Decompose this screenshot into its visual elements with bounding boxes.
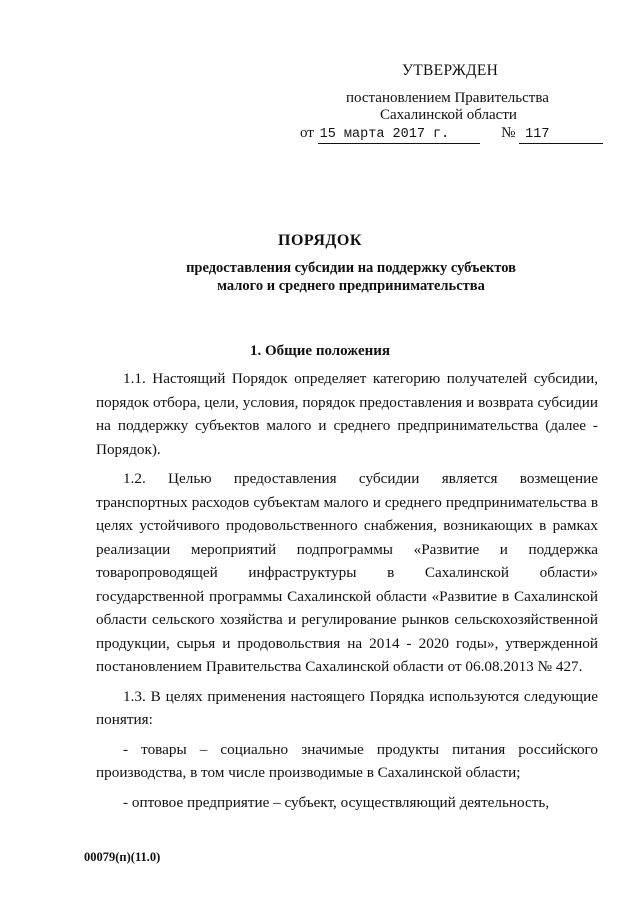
approved-by-line: постановлением Правительства: [346, 90, 549, 106]
document-title: ПОРЯДОК: [278, 232, 362, 249]
subtitle-line-1: предоставления субсидии на поддержку субъектов: [186, 260, 516, 276]
paragraph-1-3: 1.3. В целях применения настоящего Порядка используются следующие понятия:: [96, 687, 598, 728]
document-body: [96, 367, 598, 820]
number-prefix: №: [501, 125, 516, 141]
approval-date: 15 марта 2017 г.: [318, 127, 480, 144]
approval-number: 117: [519, 127, 603, 144]
approval-date-line: [300, 125, 603, 144]
document-code: 00079(п)(11.0): [84, 850, 161, 864]
section-heading: 1. Общие положения: [249, 343, 391, 359]
document-subtitle: [170, 259, 532, 295]
definition-wholesale: - оптовое предприятие – субъект, осуществляющий деятельность,: [123, 793, 550, 811]
approved-region-line: Сахалинской области: [380, 107, 517, 123]
subtitle-line-2: малого и среднего предпринимательства: [217, 278, 485, 294]
paragraph-1-2: 1.2. Целью предоставления субсидии является возмещение транспортных расходов субъектам малого и среднего предпринимательства в целях устойчивого продовольственного снабжения, возникающих в рамках реализации мероприятий подпрограммы «Развитие и поддержка товаропроводящей инфраструктуры в Сахалинской области» государственной программы Сахалинской области «Развитие в Сахалинской области сельского хозяйства и регулирование рынков сельскохозяйственной продукции, сырья и продовольствия на 2014 - 2020 годы», утвержденной постановлением Правительства Сахалинской области от 06.08.2013 № 427.: [96, 470, 598, 675]
approved-stamp: УТВЕРЖДЕН: [402, 62, 499, 79]
definition-goods: - товары – социально значимые продукты питания российского производства, в том числе производимые в Сахалинской области;: [96, 740, 598, 781]
paragraph-1-1: 1.1. Настоящий Порядок определяет категорию получателей субсидии, порядок отбора, цели, условия, порядок предоставления и возврата субсидии на поддержку субъектов малого и среднего предпринимательства (далее - Порядок).: [96, 370, 598, 458]
date-prefix: от: [300, 125, 314, 141]
